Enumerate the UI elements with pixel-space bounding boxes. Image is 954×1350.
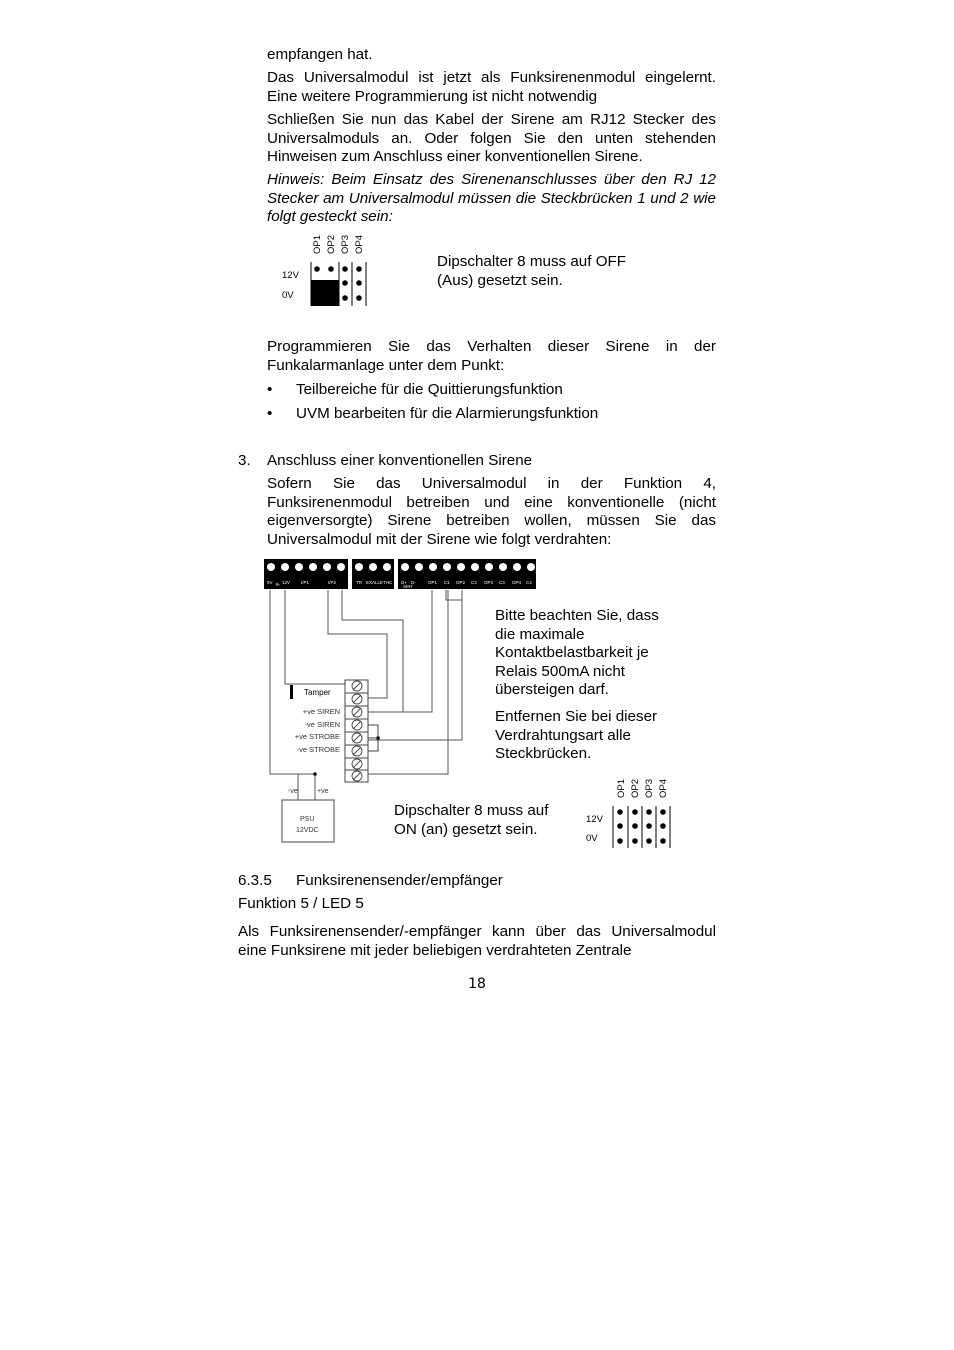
dip-on-note: Dipschalter 8 muss auf ON (an) gesetzt sein. (394, 802, 549, 838)
terminal-label: OP2 (456, 580, 466, 585)
terminal-label: 12V (282, 580, 291, 585)
terminal-label: C2 (471, 580, 477, 585)
paragraph-received: empfangen hat. (267, 46, 373, 63)
relay-note: Bitte beachten Sie, dass die maximale Kontaktbelastbarkeit je Relais 500mA nicht übersteigen darf. (495, 607, 659, 698)
terminal-label: C3 (499, 580, 505, 585)
jumper-label-op3: OP3 (644, 778, 655, 798)
paragraph-connect-cable: Schließen Sie nun das Kabel der Sirene am RJ12 Stecker des Universalmoduls an. Oder folgen Sie den unten stehenden Hinweisen zum Anschluss einer konventionellen Sirene. (267, 111, 716, 165)
paragraph-wiring: Sofern Sie das Universalmodul in der Funktion 4, Funksirenenmodul betreiben und eine konventionelle (nicht eigenversorgte) Sirene betreiben wollen, müssen Sie das Universalmodul mit der Sirene wie folgt verdrahten: (267, 475, 716, 548)
voltage-label-12v: 12V (586, 814, 603, 825)
terminal-label: I/P1 (301, 580, 310, 585)
bullet-icon: • (267, 381, 273, 398)
siren-label-pos-siren: +ve SIREN (302, 707, 340, 716)
voltage-label-0v: 0V (282, 290, 294, 301)
terminal-label: I/P2 (328, 580, 337, 585)
terminal-label: C1 (444, 580, 450, 585)
terminal-label: OP3 (484, 580, 494, 585)
siren-label-pos-strobe: +ve STROBE (294, 732, 340, 741)
bullet-item-1: Teilbereiche für die Quittierungsfunktion (296, 381, 563, 398)
bullet-icon: • (267, 405, 273, 422)
terminal-label: 0V (267, 580, 273, 585)
jumper-note: Entfernen Sie bei dieser Verdrahtungsart alle Steckbrücken. (495, 708, 658, 762)
siren-label-neg-strobe: -ve STROBE (296, 745, 340, 754)
terminal-label: OP4 (512, 580, 522, 585)
jumper-label-op4: OP4 (658, 778, 669, 798)
jumper-label-op1: OP1 (312, 234, 323, 254)
jumper-label-op2: OP2 (326, 234, 337, 254)
siren-label-neg-siren: -ve SIREN (304, 720, 340, 729)
jumper-label-op2: OP2 (630, 778, 641, 798)
paragraph-hint: Hinweis: Beim Einsatz des Sirenenanschlusses über den RJ 12 Stecker am Universalmodul müssen die Steckbrücken 1 und 2 wie folgt gesteckt sein: (267, 171, 716, 225)
voltage-label-12v: 12V (282, 270, 299, 281)
section-3-number: 3. (238, 452, 251, 469)
siren-label-tamper: Tamper (304, 688, 331, 697)
terminal-label: ETHC (380, 580, 393, 585)
terminal-label: OP1 (428, 580, 438, 585)
terminal-label: D+ (401, 580, 407, 585)
jumper-label-op4: OP4 (354, 234, 365, 254)
section-635-title: Funksirenensender/empfänger (296, 872, 503, 889)
terminal-label: SMT (403, 584, 413, 589)
psu-volt: 12VDC (296, 827, 319, 834)
jumper-label-op1: OP1 (616, 778, 627, 798)
paragraph-funksirenensender: Als Funksirenensender/-empfänger kann über das Universalmodul eine Funksirene mit jeder beliebigen verdrahteten Zentrale (238, 923, 716, 959)
terminal-label: EXALL (366, 580, 381, 585)
page-number: 18 (468, 976, 486, 992)
terminal-label: C4 (526, 580, 532, 585)
section-635-number: 6.3.5 (238, 872, 272, 889)
terminal-label: TR (356, 580, 362, 585)
paragraph-program: Programmieren Sie das Verhalten dieser Sirene in der Funkalarmanlage unter dem Punkt: (267, 338, 716, 374)
jumper-diagram-off (278, 232, 378, 310)
section-3-title: Anschluss einer konventionellen Sirene (267, 452, 533, 469)
jumper-block (311, 280, 339, 306)
psu-pos-label: +ve (317, 788, 329, 795)
bullet-item-2: UVM bearbeiten für die Alarmierungsfunktion (296, 405, 599, 422)
terminal-label: 9- (276, 582, 281, 587)
jumper-label-op3: OP3 (340, 234, 351, 254)
dip-off-note: Dipschalter 8 muss auf OFF (Aus) gesetzt sein. (437, 253, 627, 289)
paragraph-learned: Das Universalmodul ist jetzt als Funksirenenmodul eingelernt. Eine weitere Programmierung ist nicht notwendig (267, 69, 716, 105)
jumper-diagram-on (582, 776, 678, 852)
voltage-label-0v: 0V (586, 833, 598, 844)
function-5-label: Funktion 5 / LED 5 (238, 895, 364, 912)
psu-name: PSU (300, 816, 315, 823)
psu-neg-label: -ve (288, 788, 298, 795)
terminal-label: D- (411, 580, 416, 585)
